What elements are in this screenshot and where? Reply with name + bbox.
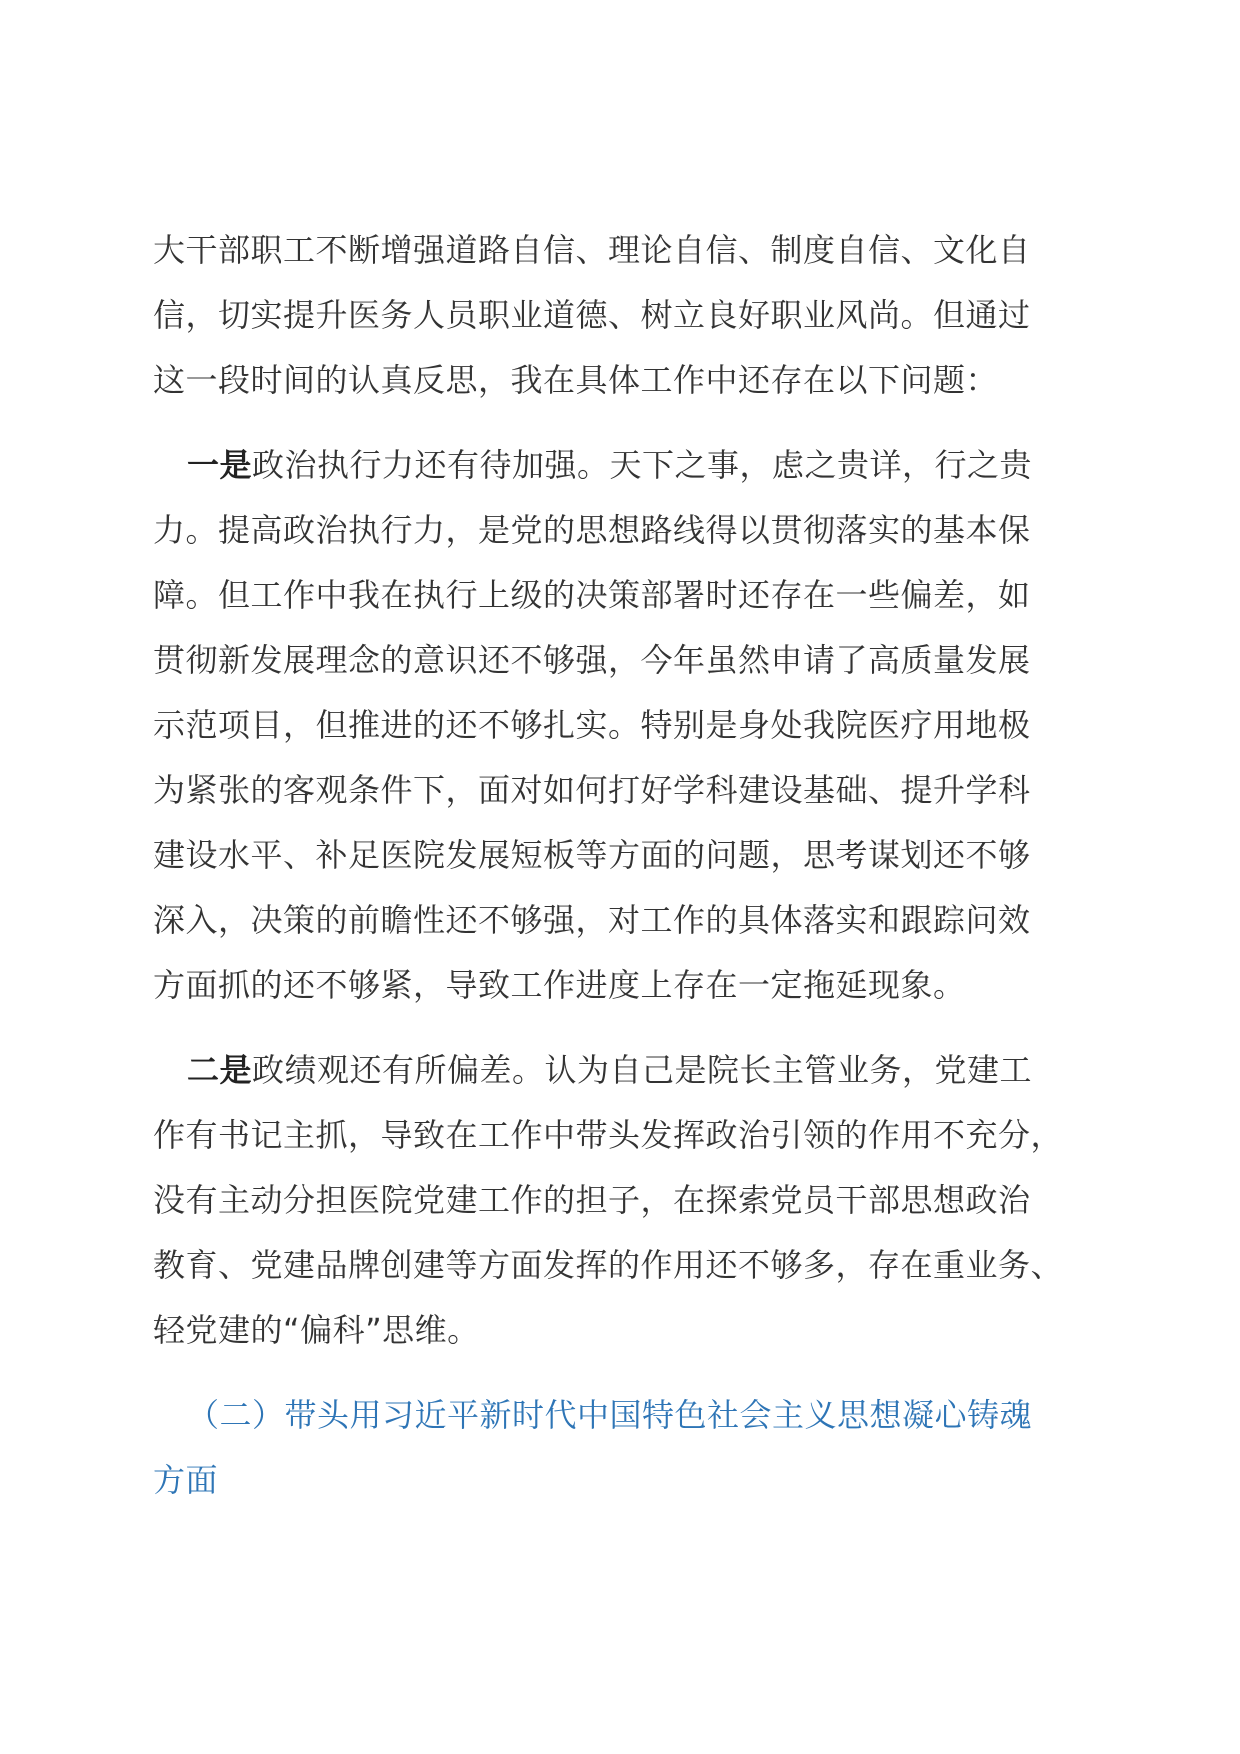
heading-line: 方面 <box>153 1461 219 1499</box>
text-line-first <box>153 433 1083 498</box>
document-body <box>153 218 1083 1513</box>
text-line: 教育、党建品牌创建等方面发挥的作用还不够多，存在重业务、 <box>153 1246 1064 1284</box>
text-line-content: 政治执行力还有待加强。天下之事，虑之贵详，行之贵 <box>252 446 1033 484</box>
text-line: 没有主动分担医院党建工作的担子，在探索党员干部思想政治 <box>153 1181 1031 1219</box>
text-line: 方面抓的还不够紧，导致工作进度上存在一定拖延现象。 <box>153 966 966 1004</box>
text-line: 示范项目，但推进的还不够扎实。特别是身处我院医疗用地极 <box>153 706 1031 744</box>
paragraph-intro <box>153 218 1083 413</box>
text-line-content: 政绩观还有所偏差。认为自己是院长主管业务，党建工 <box>252 1051 1033 1089</box>
text-line: 为紧张的客观条件下，面对如何打好学科建设基础、提升学科 <box>153 771 1031 809</box>
text-line: 信，切实提升医务人员职业道德、树立良好职业风尚。但通过 <box>153 296 1031 334</box>
section-heading <box>153 1383 1083 1513</box>
paragraph-lead-two: 二是 <box>187 1051 253 1089</box>
paragraph-two <box>153 1038 1083 1363</box>
paragraph-spacing <box>153 1018 1083 1038</box>
text-line: 轻党建的“偏科”思维。 <box>153 1311 480 1349</box>
paragraph-spacing <box>153 1363 1083 1383</box>
text-line: 作有书记主抓，导致在工作中带头发挥政治引领的作用不充分， <box>153 1116 1064 1154</box>
text-line: 建设水平、补足医院发展短板等方面的问题，思考谋划还不够 <box>153 836 1031 874</box>
text-line: 这一段时间的认真反思，我在具体工作中还存在以下问题： <box>153 361 999 399</box>
paragraph-spacing <box>153 413 1083 433</box>
text-line: 力。提高政治执行力，是党的思想路线得以贯彻落实的基本保 <box>153 511 1031 549</box>
text-line: 深入，决策的前瞻性还不够强，对工作的具体落实和跟踪问效 <box>153 901 1031 939</box>
paragraph-lead-one: 一是 <box>187 446 253 484</box>
paragraph-one <box>153 433 1083 1018</box>
text-line: 大干部职工不断增强道路自信、理论自信、制度自信、文化自 <box>153 231 1031 269</box>
text-line: 障。但工作中我在执行上级的决策部署时还存在一些偏差，如 <box>153 576 1031 614</box>
text-line: 贯彻新发展理念的意识还不够强，今年虽然申请了高质量发展 <box>153 641 1031 679</box>
heading-line: （二）带头用习近平新时代中国特色社会主义思想凝心铸魂 <box>187 1396 1033 1434</box>
text-line-first <box>153 1038 1083 1103</box>
